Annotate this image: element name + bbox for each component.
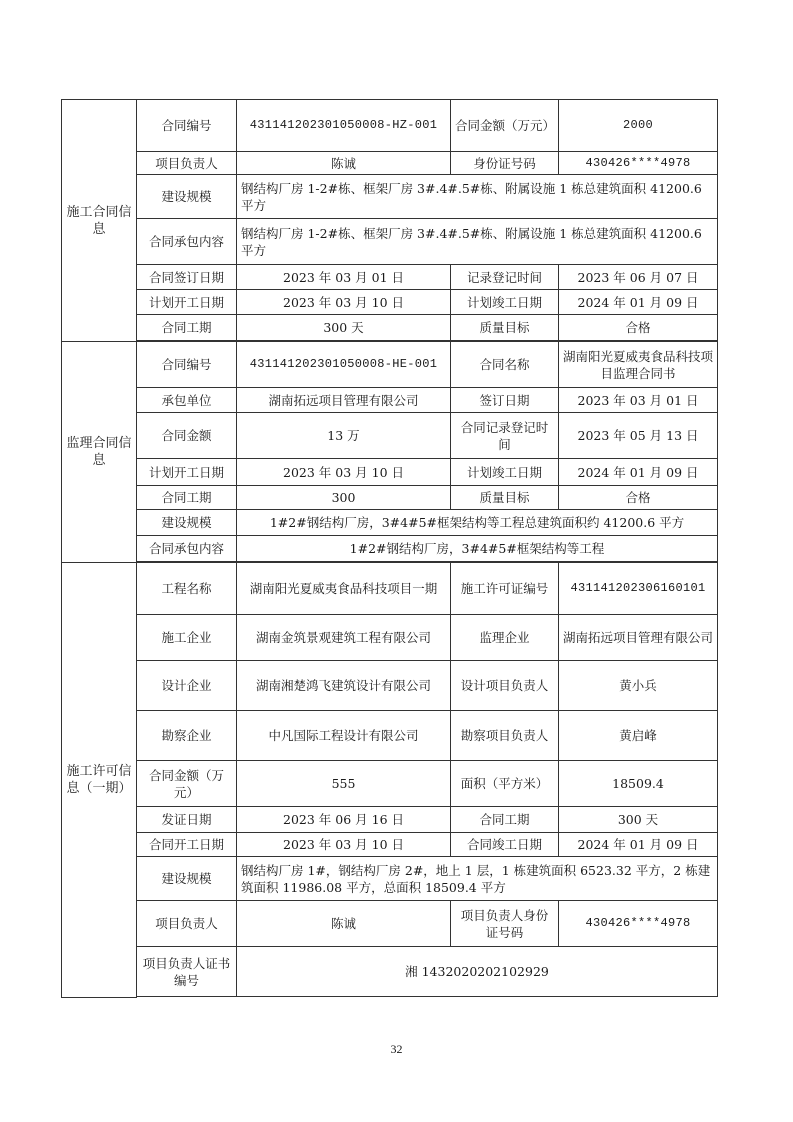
- value-manager: 陈诚: [237, 152, 451, 175]
- project-info-table: [61, 99, 718, 998]
- label-quality: 质量目标: [451, 315, 559, 341]
- label-plan-start: 计划开工日期: [137, 290, 237, 315]
- value-survey: 中凡国际工程设计有限公司: [237, 711, 451, 761]
- value-permit-duration: 300 天: [559, 807, 718, 833]
- label-permit-duration: 合同工期: [451, 807, 559, 833]
- value-cert: 湘 143202020210292​9: [237, 947, 718, 997]
- label-manager: 项目负责人: [137, 152, 237, 175]
- value-supervisor: 湖南拓远项目管理有限公司: [559, 615, 718, 661]
- label-sup-quality: 质量目标: [451, 486, 559, 510]
- value-contract-no: 431141202301050008-HZ-001: [237, 100, 451, 152]
- label-permit-manager-id: 项目负责人身份证号码: [451, 901, 559, 947]
- label-sup-sign-date: 签订日期: [451, 388, 559, 413]
- label-amount: 合同金额（万元）: [451, 100, 559, 152]
- value-issue-date: 2023 年 06 月 16 日: [237, 807, 451, 833]
- label-cert: 项目负责人证书编号: [137, 947, 237, 997]
- page-number: 32: [390, 1042, 403, 1056]
- label-permit-no: 施工许可证编号: [451, 563, 559, 615]
- label-content: 合同承包内容: [137, 219, 237, 265]
- value-sup-record-time: 2023 年 05 月 13 日: [559, 413, 718, 459]
- value-id: 430426****4978: [559, 152, 718, 175]
- label-designer: 设计企业: [137, 661, 237, 711]
- value-sup-plan-start: 2023 年 03 月 10 日: [237, 459, 451, 486]
- value-designer: 湖南湘楚鸿飞建筑设计有限公司: [237, 661, 451, 711]
- value-finish: 2024 年 01 月 09 日: [559, 833, 718, 857]
- label-finish: 合同竣工日期: [451, 833, 559, 857]
- value-sup-content: 1#2#钢结构厂房，3#4#5#框架结构等工程: [237, 536, 718, 562]
- label-sign-date: 合同签订日期: [137, 265, 237, 290]
- label-survey: 勘察企业: [137, 711, 237, 761]
- value-sup-sign-date: 2023 年 03 月 01 日: [559, 388, 718, 413]
- label-area: 面积（平方米）: [451, 761, 559, 807]
- label-sup-record-time: 合同记录登记时间: [451, 413, 559, 459]
- label-sup-amount: 合同金额: [137, 413, 237, 459]
- value-sup-contract-no: 431141202301050008-HE-001: [237, 342, 451, 388]
- value-sup-scale: 1#2#钢结构厂房，3#4#5#框架结构等工程总建筑面积约 41200.6 平方: [237, 510, 718, 536]
- value-content: 钢结构厂房 1-2#栋、框架厂房 3#.4#.5#栋、附属设施 1 栋总建筑面积 41200.6 平方: [237, 219, 718, 265]
- value-duration: 300 天: [237, 315, 451, 341]
- value-area: 18509.4: [559, 761, 718, 807]
- section-title-construction: 施工合同信息: [62, 100, 137, 342]
- label-duration: 合同工期: [137, 315, 237, 341]
- label-project-name: 工程名称: [137, 563, 237, 615]
- value-sup-duration: 300: [237, 486, 451, 510]
- value-start: 2023 年 03 月 10 日: [237, 833, 451, 857]
- label-supervisor: 监理企业: [451, 615, 559, 661]
- value-sup-contractor: 湖南拓远项目管理有限公司: [237, 388, 451, 413]
- label-design-lead: 设计项目负责人: [451, 661, 559, 711]
- label-scale: 建设规模: [137, 175, 237, 219]
- value-sup-name: 湖南阳光夏威夷食品科技项目监理合同书: [559, 342, 718, 388]
- label-record-time: 记录登记时间: [451, 265, 559, 290]
- label-id: 身份证号码: [451, 152, 559, 175]
- value-permit-scale: 钢结构厂房 1#，钢结构厂房 2#，地上 1 层，1 栋建筑面积 6523.32 平方，2 栋建筑面积 11986.08 平方，总面积 18509.4 平方: [237, 857, 718, 901]
- label-sup-name: 合同名称: [451, 342, 559, 388]
- label-start: 合同开工日期: [137, 833, 237, 857]
- value-record-time: 2023 年 06 月 07 日: [559, 265, 718, 290]
- label-contract-no: 合同编号: [137, 100, 237, 152]
- label-permit-scale: 建设规模: [137, 857, 237, 901]
- label-sup-contractor: 承包单位: [137, 388, 237, 413]
- value-project-name: 湖南阳光夏威夷食品科技项目一期: [237, 563, 451, 615]
- label-issue-date: 发证日期: [137, 807, 237, 833]
- value-permit-amount: 555: [237, 761, 451, 807]
- label-sup-duration: 合同工期: [137, 486, 237, 510]
- value-quality: 合格: [559, 315, 718, 341]
- value-sign-date: 2023 年 03 月 01 日: [237, 265, 451, 290]
- value-permit-no: 431141202306160101: [559, 563, 718, 615]
- label-permit-manager: 项目负责人: [137, 901, 237, 947]
- value-permit-manager-id: 430426****4978: [559, 901, 718, 947]
- label-sup-scale: 建设规模: [137, 510, 237, 536]
- section-title-supervision: 监理合同信息: [62, 342, 137, 563]
- value-design-lead: 黄小兵: [559, 661, 718, 711]
- value-scale: 钢结构厂房 1-2#栋、框架厂房 3#.4#.5#栋、附属设施 1 栋总建筑面积 41200.6 平方: [237, 175, 718, 219]
- value-permit-manager: 陈诚: [237, 901, 451, 947]
- section-title-permit: 施工许可信息（一期）: [62, 563, 137, 998]
- value-builder: 湖南金筑景观建筑工程有限公司: [237, 615, 451, 661]
- label-plan-finish: 计划竣工日期: [451, 290, 559, 315]
- label-permit-amount: 合同金额（万元）: [137, 761, 237, 807]
- value-sup-plan-finish: 2024 年 01 月 09 日: [559, 459, 718, 486]
- value-sup-amount: 13 万: [237, 413, 451, 459]
- value-survey-lead: 黄启峰: [559, 711, 718, 761]
- label-sup-content: 合同承包内容: [137, 536, 237, 562]
- label-sup-plan-finish: 计划竣工日期: [451, 459, 559, 486]
- value-plan-start: 2023 年 03 月 10 日: [237, 290, 451, 315]
- label-survey-lead: 勘察项目负责人: [451, 711, 559, 761]
- label-sup-plan-start: 计划开工日期: [137, 459, 237, 486]
- value-sup-quality: 合格: [559, 486, 718, 510]
- label-builder: 施工企业: [137, 615, 237, 661]
- value-plan-finish: 2024 年 01 月 09 日: [559, 290, 718, 315]
- value-amount: 2000: [559, 100, 718, 152]
- label-sup-contract-no: 合同编号: [137, 342, 237, 388]
